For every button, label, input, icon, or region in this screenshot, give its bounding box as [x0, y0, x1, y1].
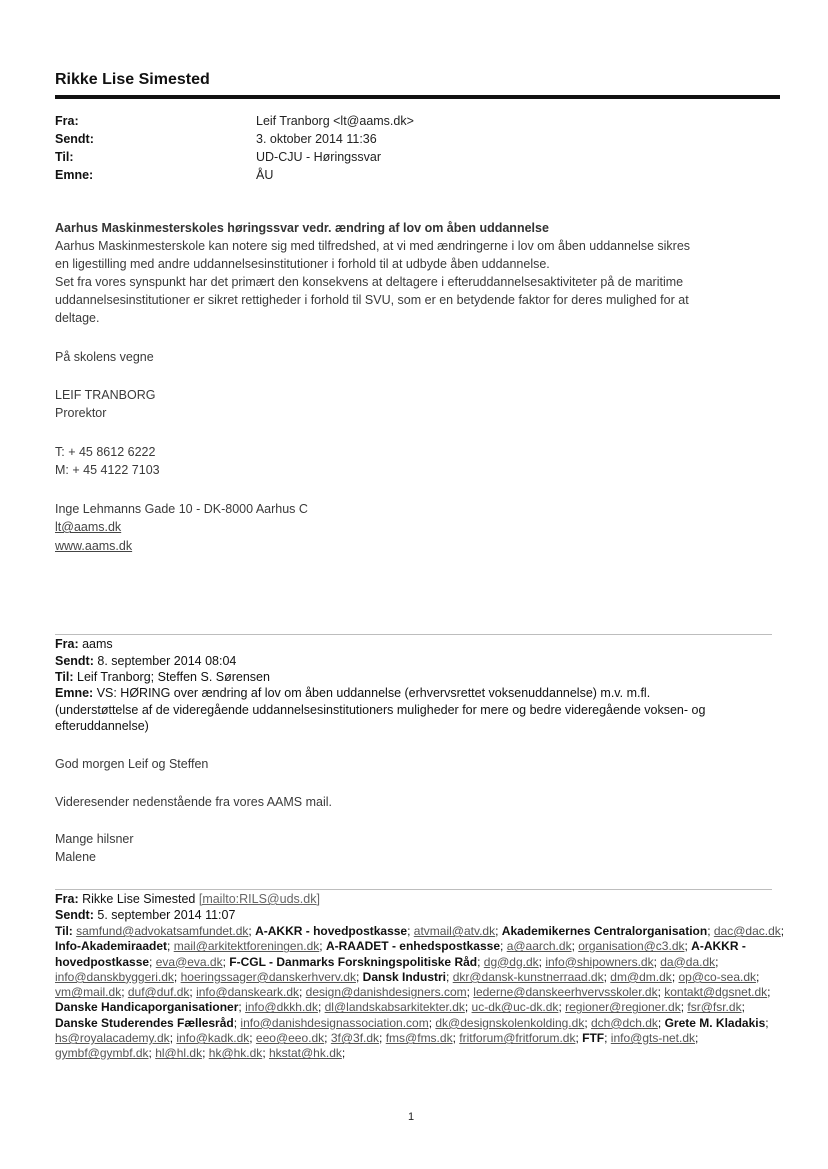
recipient-email-link[interactable]: info@danishdesignassociation.com: [240, 1015, 429, 1030]
recipient-separator: ;: [500, 939, 507, 954]
recipient-separator: ;: [169, 1031, 177, 1046]
fwd1-text: Videresender nedenstående fra vores AAMS mail.: [55, 795, 333, 809]
fwd1-subject-label: Emne:: [55, 686, 94, 700]
recipient-separator: ;: [319, 939, 326, 954]
recipient-name: Danske Handicaporganisationer: [55, 1000, 239, 1015]
recipient-email-link[interactable]: dg@dg.dk: [483, 954, 539, 969]
fwd2-mailto-link[interactable]: [mailto:RILS@uds.dk]: [198, 892, 320, 906]
recipient-email-link[interactable]: info@shipowners.dk: [545, 954, 654, 969]
recipient-separator: ;: [653, 954, 661, 969]
header-value-sent: 3. oktober 2014 11:36: [256, 132, 377, 146]
recipient-email-link[interactable]: gymbf@gymbf.dk: [55, 1046, 149, 1061]
recipient-separator: ;: [299, 985, 306, 1000]
fwd1-to-value: Leif Tranborg; Steffen S. Sørensen: [77, 670, 270, 684]
recipient-email-link[interactable]: info@kadk.dk: [176, 1031, 250, 1046]
recipient-name: A-RAADET - enhedspostkasse: [325, 939, 501, 954]
recipient-email-link[interactable]: hk@hk.dk: [208, 1046, 263, 1061]
recipient-separator: ;: [477, 954, 484, 969]
recipient-email-link[interactable]: op@co-sea.dk: [678, 969, 757, 984]
recipient-separator: ;: [238, 1000, 246, 1015]
recipient-email-link[interactable]: info@danskbyggeri.dk: [55, 969, 174, 984]
separator: [55, 634, 772, 635]
fwd1-subject-value: VS: HØRING over ændring af lov om åben uddannelse (erhvervsrettet voksenuddannelse) m.v. m.fl.: [96, 686, 651, 700]
recipient-email-link[interactable]: lederne@danskeerhvervsskoler.dk: [473, 985, 658, 1000]
recipient-email-link[interactable]: info@gts-net.dk: [610, 1031, 696, 1046]
recipient-separator: ;: [657, 1015, 665, 1030]
recipient-email-link[interactable]: a@aarch.dk: [506, 939, 572, 954]
recipient-separator: ;: [262, 1046, 269, 1061]
fwd2-sent: [55, 908, 235, 923]
recipient-name: Akademikernes Centralorganisation: [501, 924, 708, 938]
recipient-separator: ;: [121, 985, 128, 1000]
recipient-separator: ;: [148, 1046, 156, 1061]
closing: På skolens vegne: [55, 350, 154, 364]
recipient-email-link[interactable]: hs@royalacademy.dk: [55, 1031, 170, 1046]
fwd1-subject: [55, 686, 650, 701]
recipient-email-link[interactable]: kontakt@dgsnet.dk: [664, 985, 768, 1000]
recipient-email-link[interactable]: organisation@c3.dk: [578, 939, 685, 954]
recipient-email-link[interactable]: dk@designskolenkolding.dk: [435, 1015, 585, 1030]
fwd2-from-value: Rikke Lise Simested: [82, 892, 196, 906]
message-line: Set fra vores synspunkt har det primært den konsekvens at deltagere i efteruddannelsesaktiviteter på de maritime: [55, 275, 684, 289]
header-value-from: Leif Tranborg <lt@aams.dk>: [256, 114, 414, 128]
message-subject: Aarhus Maskinmesterskoles høringssvar vedr. ændring af lov om åben uddannelse: [55, 221, 549, 235]
recipient-separator: ;: [248, 924, 256, 938]
signer-name: LEIF TRANBORG: [55, 388, 156, 402]
recipient-separator: ;: [657, 985, 665, 1000]
recipient-email-link[interactable]: dkr@dansk-kunstnerraad.dk: [452, 969, 604, 984]
recipient-email-link[interactable]: samfund@advokatsamfundet.dk: [76, 924, 249, 938]
recipient-separator: ;: [452, 1031, 460, 1046]
recipient-separator: ;: [324, 1031, 331, 1046]
recipient-name: Danske Studerendes Fællesråd: [55, 1015, 234, 1030]
recipient-separator: ;: [379, 1031, 386, 1046]
recipient-separator: ;: [317, 1000, 325, 1015]
email-link[interactable]: lt@aams.dk: [55, 520, 122, 534]
fwd1-greeting: God morgen Leif og Steffen: [55, 757, 209, 771]
message-line: en ligestilling med andre uddannelsesinstitutioner i forhold til at udbyde åben uddannelse.: [55, 257, 550, 271]
recipient-separator: ;: [707, 924, 714, 938]
recipient-separator: ;: [341, 1046, 346, 1061]
fwd2-sent-label: Sendt:: [55, 908, 94, 922]
recipient-email-link[interactable]: dch@dch.dk: [591, 1015, 658, 1030]
header-label-from: Fra:: [55, 114, 79, 128]
recipient-separator: ;: [765, 1015, 769, 1030]
recipient-separator: ;: [767, 985, 771, 1000]
recipient-separator: ;: [584, 1015, 591, 1030]
recipient-email-link[interactable]: mail@arkitektforeningen.dk: [173, 939, 320, 954]
recipient-separator: ;: [684, 939, 692, 954]
signer-title: Prorektor: [55, 406, 107, 420]
recipient-separator: ;: [575, 1031, 583, 1046]
recipient-email-link[interactable]: da@da.dk: [660, 954, 716, 969]
recipient-email-link[interactable]: info@danskeark.dk: [196, 985, 299, 1000]
fwd2-recipients: [55, 924, 785, 1062]
recipient-email-link[interactable]: design@danishdesigners.com: [305, 985, 467, 1000]
recipient-separator: ;: [780, 924, 785, 938]
fwd1-sign1: Mange hilsner: [55, 832, 134, 846]
recipient-separator: ;: [756, 969, 760, 984]
recipient-separator: ;: [202, 1046, 209, 1061]
recipient-separator: ;: [604, 1031, 611, 1046]
message-line: uddannelsesinstitutioner er sikret rettigheder i forhold til SVU, som er en betydende faktor for deres mulighed for at: [55, 293, 689, 307]
header-label-subject: Emne:: [55, 168, 94, 182]
recipient-separator: ;: [538, 954, 546, 969]
phone-m: M: + 45 4122 7103: [55, 463, 160, 477]
recipient-email-link[interactable]: uc-dk@uc-dk.dk: [471, 1000, 559, 1015]
recipient-separator: ;: [671, 969, 679, 984]
recipient-email-link[interactable]: fms@fms.dk: [385, 1031, 453, 1046]
fwd1-sign2: Malene: [55, 850, 96, 864]
fwd2-to-label: Til:: [55, 924, 73, 938]
fwd1-sent-label: Sendt:: [55, 654, 94, 668]
recipient-name: FTF: [582, 1031, 605, 1046]
header-value-to: UD-CJU - Høringssvar: [256, 150, 381, 164]
recipient-name: A-AKKR - hovedpostkasse: [55, 939, 746, 969]
recipient-separator: ;: [466, 985, 474, 1000]
recipient-email-link[interactable]: dl@landskabsarkitekter.dk: [324, 1000, 465, 1015]
recipient-email-link[interactable]: fsr@fsr.dk: [687, 1000, 742, 1015]
recipient-email-link[interactable]: info@dkkh.dk: [245, 1000, 318, 1015]
recipient-name: Grete M. Kladakis: [664, 1015, 766, 1030]
message-line: Aarhus Maskinmesterskole kan notere sig med tilfredshed, at vi med ændringerne i lov om åben uddannelse sikres: [55, 239, 691, 253]
recipient-email-link[interactable]: fritforum@fritforum.dk: [459, 1031, 576, 1046]
fwd1-from-label: Fra:: [55, 637, 79, 651]
recipient-email-link[interactable]: duf@duf.dk: [127, 985, 190, 1000]
fwd2-from: [55, 892, 320, 907]
recipient-separator: ;: [249, 1031, 256, 1046]
recipient-separator: ;: [680, 1000, 688, 1015]
recipient-name: Info-Akademiraadet: [55, 939, 168, 954]
recipient-separator: ;: [603, 969, 611, 984]
recipient-separator: ;: [149, 954, 156, 969]
fwd1-sent-value: 8. september 2014 08:04: [97, 654, 237, 668]
recipient-name: Dansk Industri: [362, 969, 447, 984]
recipient-email-link[interactable]: vm@mail.dk: [55, 985, 122, 1000]
recipient-email-link[interactable]: dm@dm.dk: [610, 969, 672, 984]
recipient-separator: ;: [715, 954, 719, 969]
recipient-separator: ;: [407, 924, 414, 938]
recipient-separator: ;: [446, 969, 453, 984]
recipient-email-link[interactable]: dac@dac.dk: [713, 924, 781, 938]
header-label-sent: Sendt:: [55, 132, 94, 146]
recipient-separator: ;: [233, 1015, 241, 1030]
fwd1-to: [55, 670, 270, 685]
fwd1-subject-cont: efteruddannelse): [55, 719, 149, 733]
fwd1-sent: [55, 654, 236, 669]
recipient-name: F-CGL - Danmarks Forskningspolitiske Råd: [229, 954, 478, 969]
fwd1-from: [55, 637, 113, 652]
fwd2-sent-value: 5. september 2014 11:07: [97, 908, 236, 922]
recipient-email-link[interactable]: hl@hl.dk: [155, 1046, 203, 1061]
separator: [55, 889, 772, 890]
recipient-separator: ;: [189, 985, 197, 1000]
header-value-subject: ÅU: [256, 168, 274, 182]
address: Inge Lehmanns Gade 10 - DK-8000 Aarhus C: [55, 502, 308, 516]
recipient-email-link[interactable]: regioner@regioner.dk: [565, 1000, 681, 1015]
recipient-email-link[interactable]: hoeringssager@danskerhverv.dk: [180, 969, 356, 984]
title-divider: [55, 95, 780, 99]
recipient-separator: ;: [741, 1000, 745, 1015]
fwd1-subject-cont: (understøttelse af de videregående uddannelsesinstitutioners muligheder for mere og bedre videregående voksen- og: [55, 703, 706, 717]
recipient-email-link[interactable]: eva@eva.dk: [155, 954, 223, 969]
recipient-email-link[interactable]: atvmail@atv.dk: [413, 924, 496, 938]
recipient-separator: ;: [428, 1015, 436, 1030]
web-link[interactable]: www.aams.dk: [55, 539, 133, 553]
header-label-to: Til:: [55, 150, 74, 164]
recipient-separator: ;: [355, 969, 363, 984]
recipient-separator: ;: [695, 1031, 699, 1046]
recipient-separator: ;: [222, 954, 230, 969]
recipient-name: A-AKKR - hovedpostkasse: [255, 924, 408, 938]
recipient-email-link[interactable]: hkstat@hk.dk: [268, 1046, 342, 1061]
phone-t: T: + 45 8612 6222: [55, 445, 156, 459]
page-title: Rikke Lise Simested: [55, 71, 210, 88]
recipient-separator: ;: [173, 969, 181, 984]
recipient-email-link[interactable]: 3f@3f.dk: [330, 1031, 380, 1046]
fwd1-to-label: Til:: [55, 670, 74, 684]
recipient-separator: ;: [167, 939, 174, 954]
message-line: deltage.: [55, 311, 100, 325]
recipient-separator: ;: [571, 939, 579, 954]
fwd1-from-value: aams: [82, 637, 113, 651]
recipient-email-link[interactable]: eeo@eeo.dk: [255, 1031, 325, 1046]
fwd2-from-label: Fra:: [55, 892, 79, 906]
recipient-separator: ;: [464, 1000, 472, 1015]
recipient-separator: ;: [495, 924, 502, 938]
page-number: 1: [408, 1111, 415, 1123]
recipient-separator: ;: [558, 1000, 566, 1015]
